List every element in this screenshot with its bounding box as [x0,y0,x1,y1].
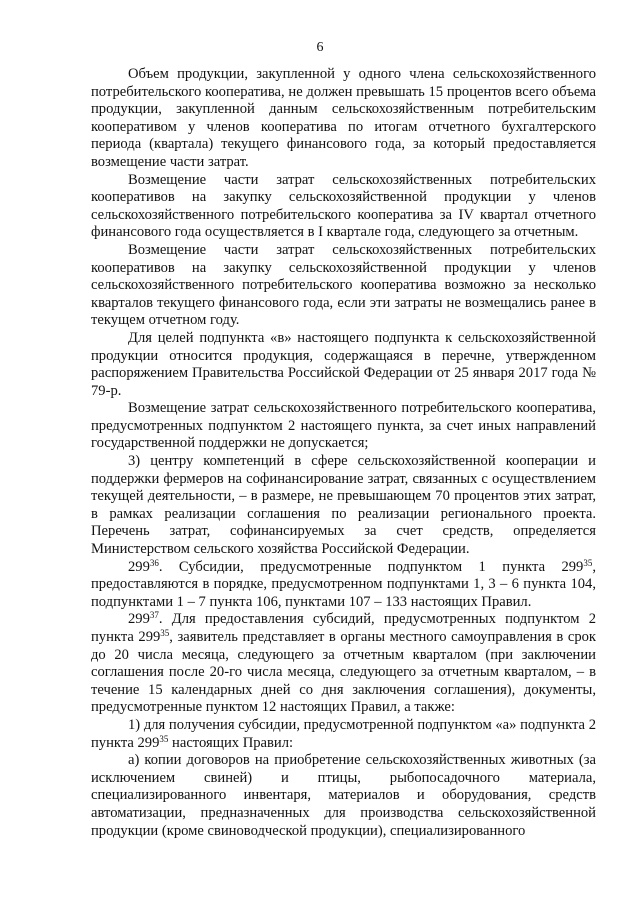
clause-number: 299 [128,611,150,628]
paragraph: 3) центру компетенций в сфере сельскохозяйственной кооперации и поддержки фермеров на софинансирование затрат, связанных с осуществлением текущей деятельности, – в размере, не превышающем 70 процентов этих затрат, в рамках реализации соглашения по реализации регионального проекта. Перечень затрат, софинансируемых за счет средств, определяется Министерством сельского хозяйства Российской Федерации. [91,453,596,558]
clause-superscript: 35 [160,628,170,638]
paragraph-subitem-a: а) копии договоров на приобретение сельскохозяйственных животных (за исключением свиней) и птицы, рыбопосадочного материала, специализированного инвентаря, материалов и оборудования, средств автоматизации, предназначенных для производства сельскохозяйственной продукции (кроме свиноводческой продукции), специализированного [91,752,596,839]
paragraph-subitem-1 [91,717,596,752]
document-body [91,66,596,840]
paragraph-text: , заявитель представляет в органы местного самоуправления в срок до 20 числа месяца, следующего за отчетным кварталом (при заключении соглашения после 20-го числа месяца, следующего за отчетным кварталом, – в течение 15 календарных дней со дня заключения соглашения), документы, предусмотренные пунктом 12 настоящих Правил, а также: [91,629,597,716]
paragraph-299-36 [91,559,596,612]
paragraph-text: . Субсидии, предусмотренные подпунктом 1 пункта 299 [158,558,584,575]
paragraph: Возмещение части затрат сельскохозяйственных потребительских кооперативов на закупку сельскохозяйственной продукции у членов сельскохозяйственного потребительского кооператива возможно за несколько кварталов текущего финансового года, если эти затраты не возмещались ранее в текущем отчетном году. [91,241,596,329]
clause-number: 299 [128,558,150,575]
paragraph: Возмещение части затрат сельскохозяйственных потребительских кооперативов на закупку сельскохозяйственной продукции у членов сельскохозяйственного потребительского кооператива за IV квартал отчетного финансового года осуществляется в I квартале года, следующего за отчетным. [91,171,596,241]
clause-superscript: 36 [149,557,159,568]
clause-superscript: 35 [583,557,593,568]
clause-superscript: 35 [159,733,169,744]
paragraph: Объем продукции, закупленной у одного члена сельскохозяйственного потребительского кооператива, не должен превышать 15 процентов всего объема продукции, закупленной данным сельскохозяйственным потребительским кооперативом у членов кооператива по итогам отчетного бухгалтерского периода (квартала) текущего финансового года, за который предоставляется возмещение части затрат. [91,66,596,170]
paragraph: Для целей подпункта «в» настоящего подпункта к сельскохозяйственной продукции относится продукция, содержащаяся в перечне, утвержденном распоряжением Правительства Российской Федерации от 25 января 2017 года № 79-р. [91,329,596,399]
page-number: 6 [316,40,324,55]
paragraph-text: 1) для получения субсидии, предусмотренной подпунктом «а» подпункта 2 пункта 299 [91,716,596,751]
clause-superscript: 37 [149,610,159,621]
paragraph-text: . Для предоставления субсидий, предусмотренных подпунктом 2 пункта 299 [91,611,596,645]
paragraph: Возмещение затрат сельскохозяйственного потребительского кооператива, предусмотренных подпунктом 2 настоящего пункта, за счет иных направлений государственной поддержки не допускается; [91,400,596,452]
paragraph-299-37 [91,611,596,717]
paragraph-text: настоящих Правил: [168,734,294,751]
paragraph-text: , предоставляются в порядке, предусмотренном подпунктами 1, 3 – 6 пункта 104, подпунктами 1 – 7 пункта 106, пунктами 107 – 133 настоящих Правил. [91,558,596,610]
